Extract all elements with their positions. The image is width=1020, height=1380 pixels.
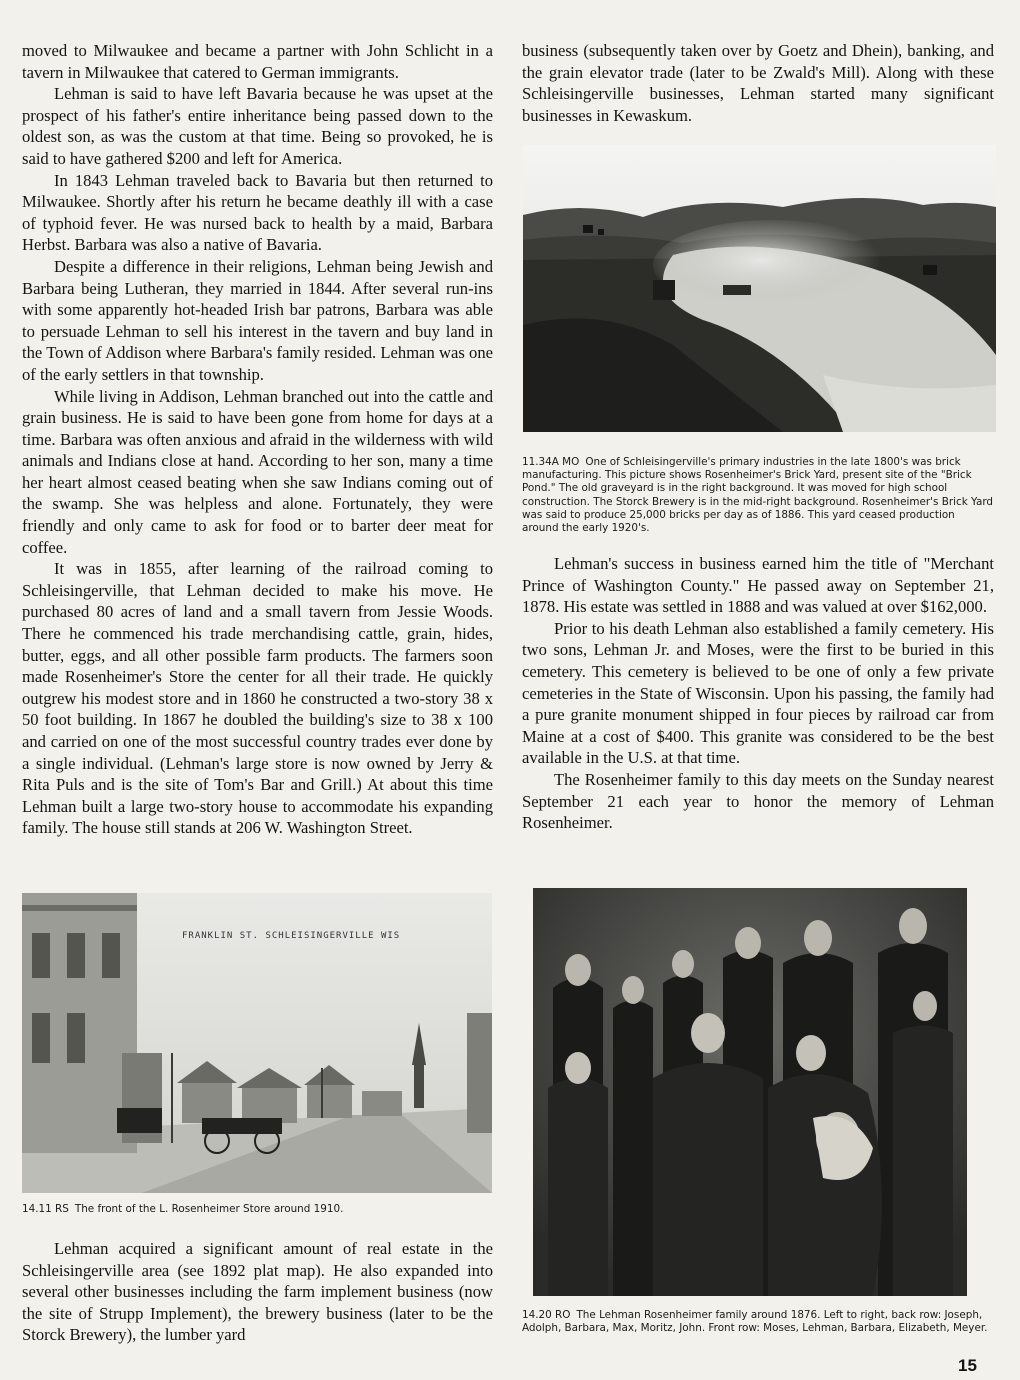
- caption-text: The Lehman Rosenheimer family around 1876. Left to right, back row: Joseph, Adolph, Barbara, Max, Moritz, John. Front row: Moses, Lehman, Barbara, Elizabeth, Meyer.: [522, 1309, 988, 1335]
- caption-id: 11.34A MO: [522, 456, 580, 468]
- left-column-bottom-text: [22, 1238, 493, 1346]
- caption-text: One of Schleisingerville's primary industries in the late 1800's was brick manufacturing. This picture shows Rosenheimer's Brick Yard, present site of the "Brick Pond." The old graveyard is in the right background. It was moved for high school construction. The Storck Brewery is in the mid-right background. Rosenheimer's Brick Yard was said to produce 25,000 bricks per day as of 1886. This yard ceased production around the early 1920's.: [522, 456, 994, 535]
- paragraph: Prior to his death Lehman also established a family cemetery. His two sons, Lehman Jr. and Moses, were the first to be buried in this cemetery. This cemetery is believed to be one of only a few private cemeteries in the State of Wisconsin. Upon his passing, the family had a pure granite monument shipped in four pieces by railroad car from Maine at a cost of $400. This granite was considered to be the best available in the U.S. at that time.: [522, 618, 994, 768]
- paragraph: While living in Addison, Lehman branched out into the cattle and grain business. He is said to have been gone from home for days at a time. Barbara was often anxious and afraid in the wilderness with wild animals and Indians close at hand. According to her son, many a time her heart almost ceased beating when she saw Indians coming out of the swamp. She was helpless and alone. Fortunately, they were friendly and only came to ask for food or to barter deer meat for coffee.: [22, 386, 493, 557]
- paragraph: In 1843 Lehman traveled back to Bavaria but then returned to Milwaukee. Shortly after his return he became deathly ill with a case of typhoid fever. He was nursed back to health by a maid, Barbara Herbst. Barbara was also a native of Bavaria.: [22, 170, 493, 255]
- paragraph: Lehman's success in business earned him the title of "Merchant Prince of Washington County." He passed away on September 21, 1878. His estate was settled in 1888 and was valued at over $162,000.: [522, 554, 994, 617]
- store-photo-inscription: FRANKLIN ST. SCHLEISINGERVILLE WIS: [182, 931, 401, 941]
- paragraph: Lehman is said to have left Bavaria because he was upset at the prospect of his father's entire inheritance being passed down to the oldest son, as was the custom at that time. Being so provoked, he is said to have gathered $200 and left for America.: [22, 84, 493, 168]
- caption-id: 14.11 RS: [22, 1203, 69, 1215]
- left-column-text: [22, 40, 493, 839]
- page-number: 15: [958, 1356, 977, 1375]
- caption-text: The front of the L. Rosenheimer Store around 1910.: [74, 1203, 344, 1215]
- brick-yard-photo: [523, 145, 996, 432]
- paragraph: The Rosenheimer family to this day meets on the Sunday nearest September 21 each year to honor the memory of Lehman Rosenheimer.: [522, 769, 994, 833]
- right-column-mid-text: [522, 553, 994, 834]
- paragraph: Lehman acquired a significant amount of real estate in the Schleisingerville area (see 1892 plat map). He also expanded into several other businesses including the farm implement business (now the site of Strupp Implement), the brewery business (later to be the Storck Brewery), the lumber yard: [22, 1239, 493, 1345]
- rosenheimer-store-photo: [22, 893, 492, 1193]
- right-column-top-text: [522, 40, 994, 126]
- caption-id: 14.20 RO: [522, 1309, 571, 1321]
- paragraph: moved to Milwaukee and became a partner with John Schlicht in a tavern in Milwaukee that catered to German immigrants.: [22, 41, 493, 82]
- family-caption: [522, 1309, 994, 1335]
- paragraph: Despite a difference in their religions, Lehman being Jewish and Barbara being Lutheran, they married in 1844. After several run-ins with some apparently hot-headed Irish bar patrons, Barbara was able to persuade Lehman to sell his interest in the tavern and buy land in the Town of Addison where Barbara's family resided. Lehman was one of the early settlers in that township.: [22, 256, 493, 384]
- store-caption: [22, 1203, 492, 1216]
- paragraph: business (subsequently taken over by Goetz and Dhein), banking, and the grain elevator trade (later to be Zwald's Mill). Along with these Schleisingerville businesses, Lehman started many significant businesses in Kewaskum.: [522, 41, 994, 125]
- paragraph: It was in 1855, after learning of the railroad coming to Schleisingerville, that Lehman decided to make his move. He purchased 80 acres of land and a small tavern from Jessie Woods. There he commenced his trade merchandising cattle, grain, hides, butter, eggs, and all other possible farm products. The farmers soon made Rosenheimer's Store the center for all their trade. He quickly outgrew his modest store and in 1860 he constructed a two-story 38 x 50 foot building. In 1867 he doubled the building's size to 38 x 100 and carried on one of the most successful country trades ever done by a single individual. (Lehman's large store is now owned by Jerry & Rita Puls and is the site of Tom's Bar and Grill.) At about this time Lehman built a large two-story house to accommodate his expanding family. The house still stands at 206 W. Washington Street.: [22, 559, 493, 838]
- brick-yard-caption: [522, 456, 994, 535]
- rosenheimer-family-photo: [533, 888, 967, 1296]
